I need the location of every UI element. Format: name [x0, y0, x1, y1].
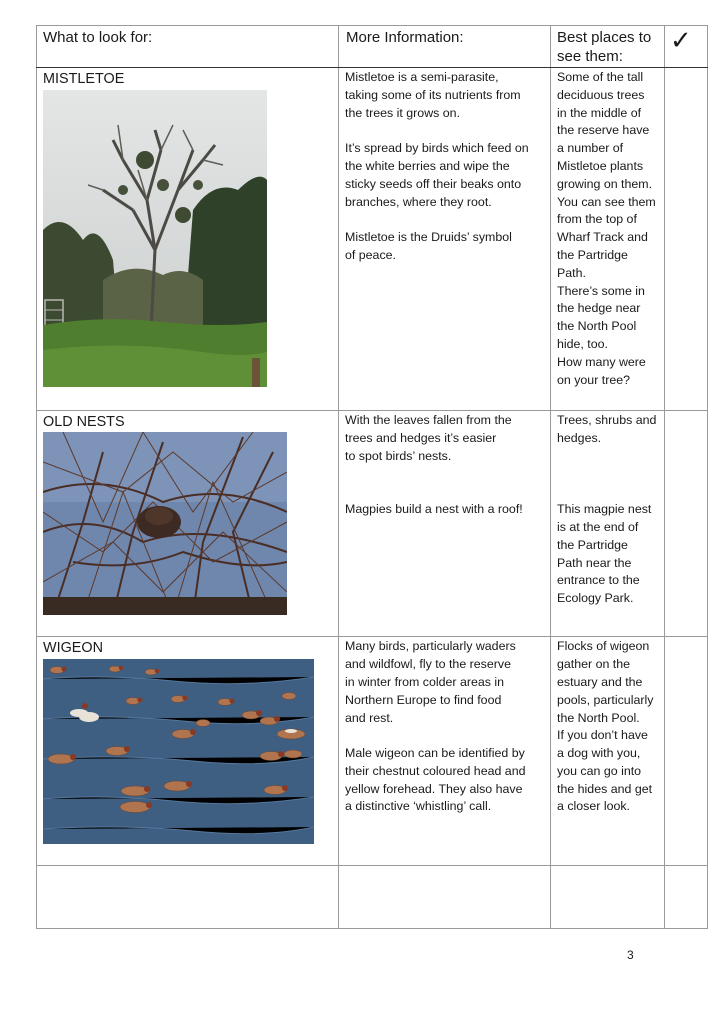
row-divider-3	[36, 865, 708, 866]
row-title-mistletoe: MISTLETOE	[43, 71, 125, 87]
table-border-bottom	[36, 928, 708, 929]
wigeon-photo	[43, 659, 314, 844]
places-line: a number of	[557, 141, 624, 155]
info-line: their chestnut coloured head and	[345, 764, 526, 778]
info-line: Magpies build a nest with a roof!	[345, 502, 523, 516]
places-line: from the top of	[557, 212, 637, 226]
places-line: Wharf Track and	[557, 230, 648, 244]
header-what-to-look-for: What to look for:	[43, 29, 153, 46]
info-line: Many birds, particularly waders	[345, 639, 516, 653]
column-divider-1	[338, 25, 339, 929]
places-line: There’s some in	[557, 284, 645, 298]
table-border-top	[36, 25, 708, 26]
places-line: estuary and the	[557, 675, 643, 689]
header-best-places-line1: Best places to	[557, 29, 652, 46]
info-line: in winter from colder areas in	[345, 675, 505, 689]
places-line: If you don’t have	[557, 728, 648, 742]
info-line: sticky seeds off their beaks onto	[345, 177, 522, 191]
info-line: yellow forehead. They also have	[345, 782, 523, 796]
places-line: deciduous trees	[557, 88, 645, 102]
places-line: the reserve have	[557, 123, 650, 137]
places-line: How many were	[557, 355, 646, 369]
places-line: Mistletoe plants	[557, 159, 644, 173]
header-more-information: More Information:	[346, 29, 464, 46]
table-border-right	[707, 25, 708, 929]
places-line: a dog with you,	[557, 746, 641, 760]
info-line: trees and hedges it’s easier	[345, 431, 497, 445]
mistletoe-photo	[43, 90, 267, 387]
row-divider-1	[36, 410, 708, 411]
places-line: pools, particularly	[557, 693, 654, 707]
row-divider-2	[36, 636, 708, 637]
places-line: on your tree?	[557, 373, 631, 387]
column-divider-3	[664, 25, 665, 929]
places-line: the Partridge	[557, 538, 628, 552]
info-line: With the leaves fallen from the	[345, 413, 512, 427]
info-line: to spot birds’ nests.	[345, 449, 452, 463]
places-line: growing on them.	[557, 177, 653, 191]
row-title-old-nests: OLD NESTS	[43, 414, 125, 430]
places-line: Path near the	[557, 556, 632, 570]
places-line: the North Pool.	[557, 711, 640, 725]
places-line: is at the end of	[557, 520, 639, 534]
places-line: you can go into	[557, 764, 642, 778]
info-line: Mistletoe is the Druids’ symbol	[345, 230, 512, 244]
info-line: a distinctive ‘whistling’ call.	[345, 799, 492, 813]
places-line: Path.	[557, 266, 586, 280]
places-line: hedges.	[557, 431, 602, 445]
info-line: Mistletoe is a semi-parasite,	[345, 70, 499, 84]
places-line: Trees, shrubs and	[557, 413, 657, 427]
places-line: gather on the	[557, 657, 631, 671]
page-number: 3	[627, 948, 634, 962]
info-line: taking some of its nutrients from	[345, 88, 521, 102]
info-line: branches, where they root.	[345, 195, 492, 209]
header-divider	[36, 67, 708, 68]
info-line: the white berries and wipe the	[345, 159, 510, 173]
info-line: Northern Europe to find food	[345, 693, 502, 707]
header-best-places-line2: see them:	[557, 48, 623, 65]
checkmark-icon: ✓	[670, 25, 692, 55]
places-line: the Partridge	[557, 248, 628, 262]
places-line: This magpie nest	[557, 502, 652, 516]
info-line: It’s spread by birds which feed on	[345, 141, 529, 155]
places-line: Some of the tall	[557, 70, 644, 84]
row-title-wigeon: WIGEON	[43, 640, 103, 656]
places-line: a closer look.	[557, 799, 631, 813]
places-line: You can see them	[557, 195, 656, 209]
info-line: and rest.	[345, 711, 394, 725]
places-line: the hedge near	[557, 301, 641, 315]
places-line: hide, too.	[557, 337, 608, 351]
places-line: entrance to the	[557, 573, 640, 587]
old-nest-photo	[43, 432, 287, 615]
places-line: the hides and get	[557, 782, 653, 796]
table-border-left	[36, 25, 37, 929]
info-line: the trees it grows on.	[345, 106, 461, 120]
column-divider-2	[550, 25, 551, 929]
info-line: of peace.	[345, 248, 396, 262]
places-line: Ecology Park.	[557, 591, 634, 605]
places-line: in the middle of	[557, 106, 642, 120]
places-line: Flocks of wigeon	[557, 639, 650, 653]
places-line: the North Pool	[557, 319, 637, 333]
info-line: and wildfowl, fly to the reserve	[345, 657, 511, 671]
info-line: Male wigeon can be identified by	[345, 746, 525, 760]
